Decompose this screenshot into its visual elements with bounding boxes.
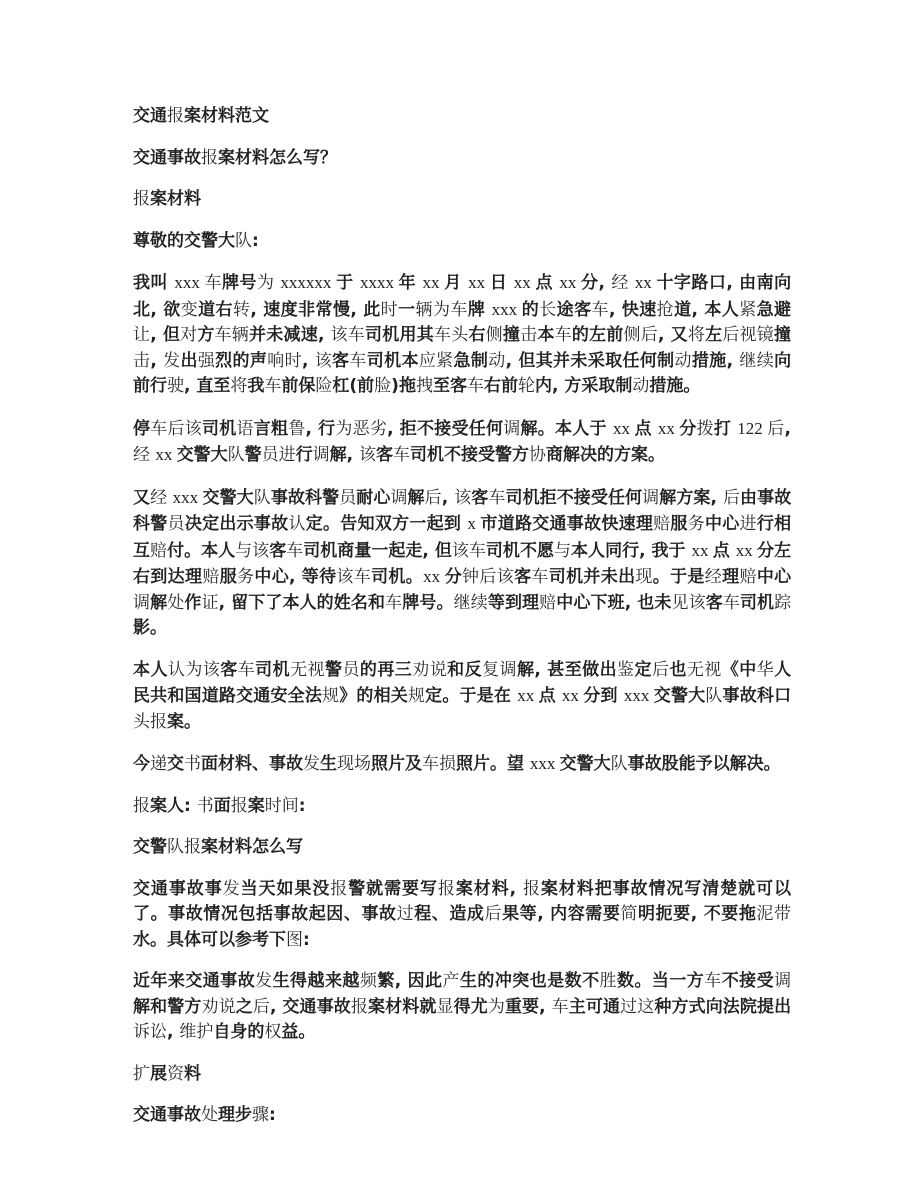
doc-paragraph: 报案人: 书面报案时间: [133, 795, 306, 816]
doc-paragraph: 我叫 xxx 车牌号为 xxxxxx 于 xxxx 年 xx 月 xx 日 xx 点 xx 分, 经 xx 十字路口, 由南向北, 欲变道右转, 速度非常慢, 此时一辆为车牌 xxx 的长途客车, 快速抢道, 本人紧急避让, 但对方车辆并未减速, 该车司机用其车头右侧撞击本车的左前侧后, 又将左后视镜撞击, 发出强烈的声响时, 该客车司机本应紧急制动, 但其并未采取任何制动措施, 继续向前行驶, 直至将我车前保险杠(前脸)拖拽至客车右前轮内, 方采取制动措施。 [133, 273, 792, 396]
doc-paragraph: 本人认为该客车司机无视警员的再三劝说和反复调解, 甚至做出鉴定后也无视《中华人民共和国道路交通安全法规》的相关规定。于是在 xx 点 xx 分到 xxx 交警大队事故科口头报案。 [133, 659, 792, 732]
doc-heading: 交警队报案材料怎么写 [133, 837, 303, 857]
doc-paragraph: 尊敬的交警大队: [133, 230, 259, 251]
doc-paragraph: 报案材料 [133, 189, 201, 209]
doc-title: 交通报案材料范文 [133, 106, 269, 126]
doc-paragraph: 今递交书面材料、事故发生现场照片及车损照片。望 xxx 交警大队事故股能予以解决。 [133, 754, 781, 774]
doc-paragraph: 交通事故事发当天如果没报警就需要写报案材料, 报案材料把事故情况写清楚就可以了。事故情况包括事故起因、事故过程、造成后果等, 内容需要简明扼要, 不要拖泥带水。具体可以参考下图: [133, 878, 792, 950]
doc-paragraph: 交通事故处理步骤: [133, 1105, 276, 1125]
doc-paragraph: 近年来交通事故发生得越来越频繁, 因此产生的冲突也是数不胜数。当一方车不接受调解和警方劝说之后, 交通事故报案材料就显得尤为重要, 车主可通过这种方式向法院提出诉讼, 维护自身的权益。 [133, 971, 792, 1042]
doc-paragraph: 停车后该司机语言粗鲁, 行为恶劣, 拒不接受任何调解。本人于 xx 点 xx 分拨打 122 后, 经 xx 交警大队警员进行调解, 该客车司机不接受警方协商解决的方案。 [133, 418, 791, 465]
doc-heading: 交通事故报案材料怎么写？ [133, 147, 337, 168]
doc-paragraph: 扩展资料 [133, 1063, 201, 1084]
doc-paragraph: 又经 xxx 交警大队事故科警员耐心调解后, 该客车司机拒不接受任何调解方案, 后由事故科警员决定出示事故认定。告知双方一起到 x 市道路交通事故快速理赔服务中心进行相互赔付。本人与该客车司机商量一起走, 但该车司机不愿与本人同行, 我于 xx 点 xx 分左右到达理赔服务中心, 等待该车司机。xx 分钟后该客车司机并未出现。于是经理赔中心调解处作证, 留下了本人的姓名和车牌号。继续等到理赔中心下班, 也未见该客车司机踪影。 [133, 487, 792, 638]
document-page [133, 104, 791, 1145]
